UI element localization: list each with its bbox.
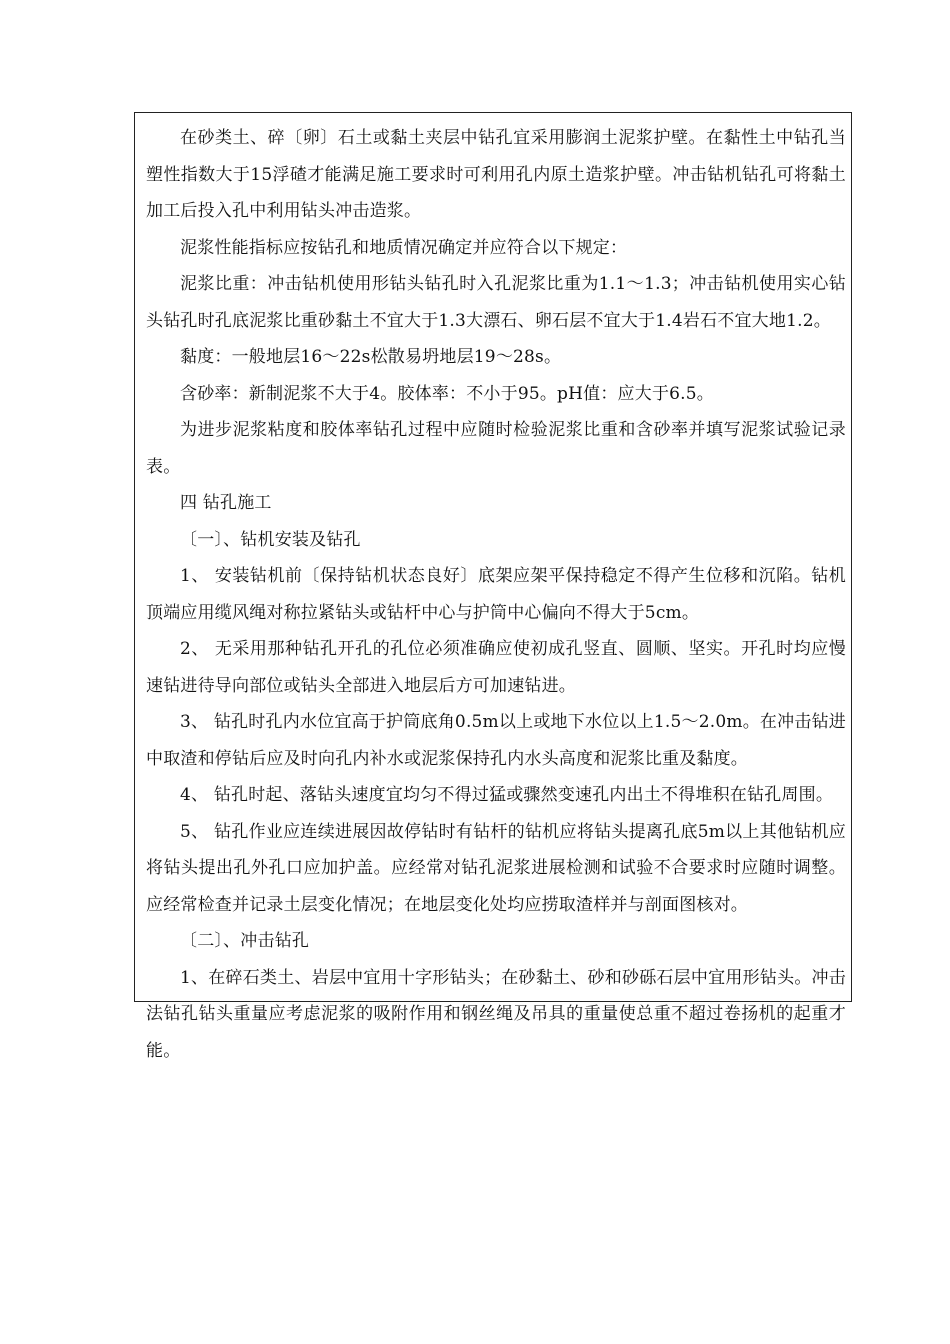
paragraph-mud-density: 泥浆比重：冲击钻机使用形钻头钻孔时入孔泥浆比重为1.1～1.3；冲击钻机使用实心钻头钻孔时孔底泥浆比重砂黏土不宜大于1.3大漂石、卵石层不宜大于1.4岩石不宜大地1.2。: [146, 274, 846, 331]
subsection-heading-rig-install: 〔一〕、钻机安装及钻孔: [180, 529, 361, 550]
list-item-percussion-1: 1、在碎石类土、岩层中宜用十字形钻头；在砂黏土、砂和砂砾石层中宜用形钻头。冲击法钻孔钻头重量应考虑泥浆的吸附作用和钢丝绳及吊具的重量使总重不超过卷扬机的起重才能。: [146, 967, 846, 1061]
paragraph-mud-indicators: 泥浆性能指标应按钻孔和地质情况确定并应符合以下规定：: [180, 237, 628, 258]
document-body: [146, 120, 846, 1069]
subsection-heading-percussion: 〔二〕、冲击钻孔: [180, 931, 310, 951]
list-item-4: 4、 钻孔时起、落钻头速度宜均匀不得过猛或骤然变速孔内出土不得堆积在钻孔周围。: [180, 785, 834, 805]
list-item-5: 5、 钻孔作业应连续进展因故停钻时有钻杆的钻机应将钻头提离孔底5m以上其他钻机应将钻头提出孔外孔口应加护盖。应经常对钻孔泥浆进展检测和试验不合要求时应随时调整。应经常检查并记录土层变化情况；在地层变化处均应捞取渣样并与剖面图核对。: [146, 821, 846, 915]
list-item-1: 1、 安装钻机前〔保持钻机状态良好〕底架应架平保持稳定不得产生位移和沉陷。钻机顶端应用缆风绳对称拉紧钻头或钻杆中心与护筒中心偏向不得大于5cm。: [146, 566, 846, 623]
paragraph-mud-wall: 在砂类土、碎〔卵〕石土或黏土夹层中钻孔宜采用膨润土泥浆护壁。在黏性土中钻孔当塑性指数大于15浮碴才能满足施工要求时可利用孔内原土造浆护壁。冲击钻机钻孔可将黏土加工后投入孔中利用钻头冲击造浆。: [146, 128, 846, 221]
paragraph-viscosity: 黏度：一般地层16～22s松散易坍地层19～28s。: [180, 347, 562, 367]
list-item-2: 2、 无采用那种钻孔开孔的孔位必须准确应使初成孔竖直、圆顺、坚实。开孔时均应慢速钻进待导向部位或钻头全部进入地层后方可加速钻进。: [146, 639, 846, 696]
section-heading-drilling: 四 钻孔施工: [180, 493, 272, 513]
paragraph-mud-testing: 为进步泥浆粘度和胶体率钻孔过程中应随时检验泥浆比重和含砂率并填写泥浆试验记录表。: [146, 420, 846, 477]
list-item-3: 3、 钻孔时孔内水位宜高于护筒底角0.5m以上或地下水位以上1.5～2.0m。在冲击钻进中取渣和停钻后应及时向孔内补水或泥浆保持孔内水头高度和泥浆比重及黏度。: [146, 712, 846, 769]
paragraph-sand-content: 含砂率：新制泥浆不大于4。胶体率：不小于95。pH值：应大于6.5。: [180, 383, 714, 404]
